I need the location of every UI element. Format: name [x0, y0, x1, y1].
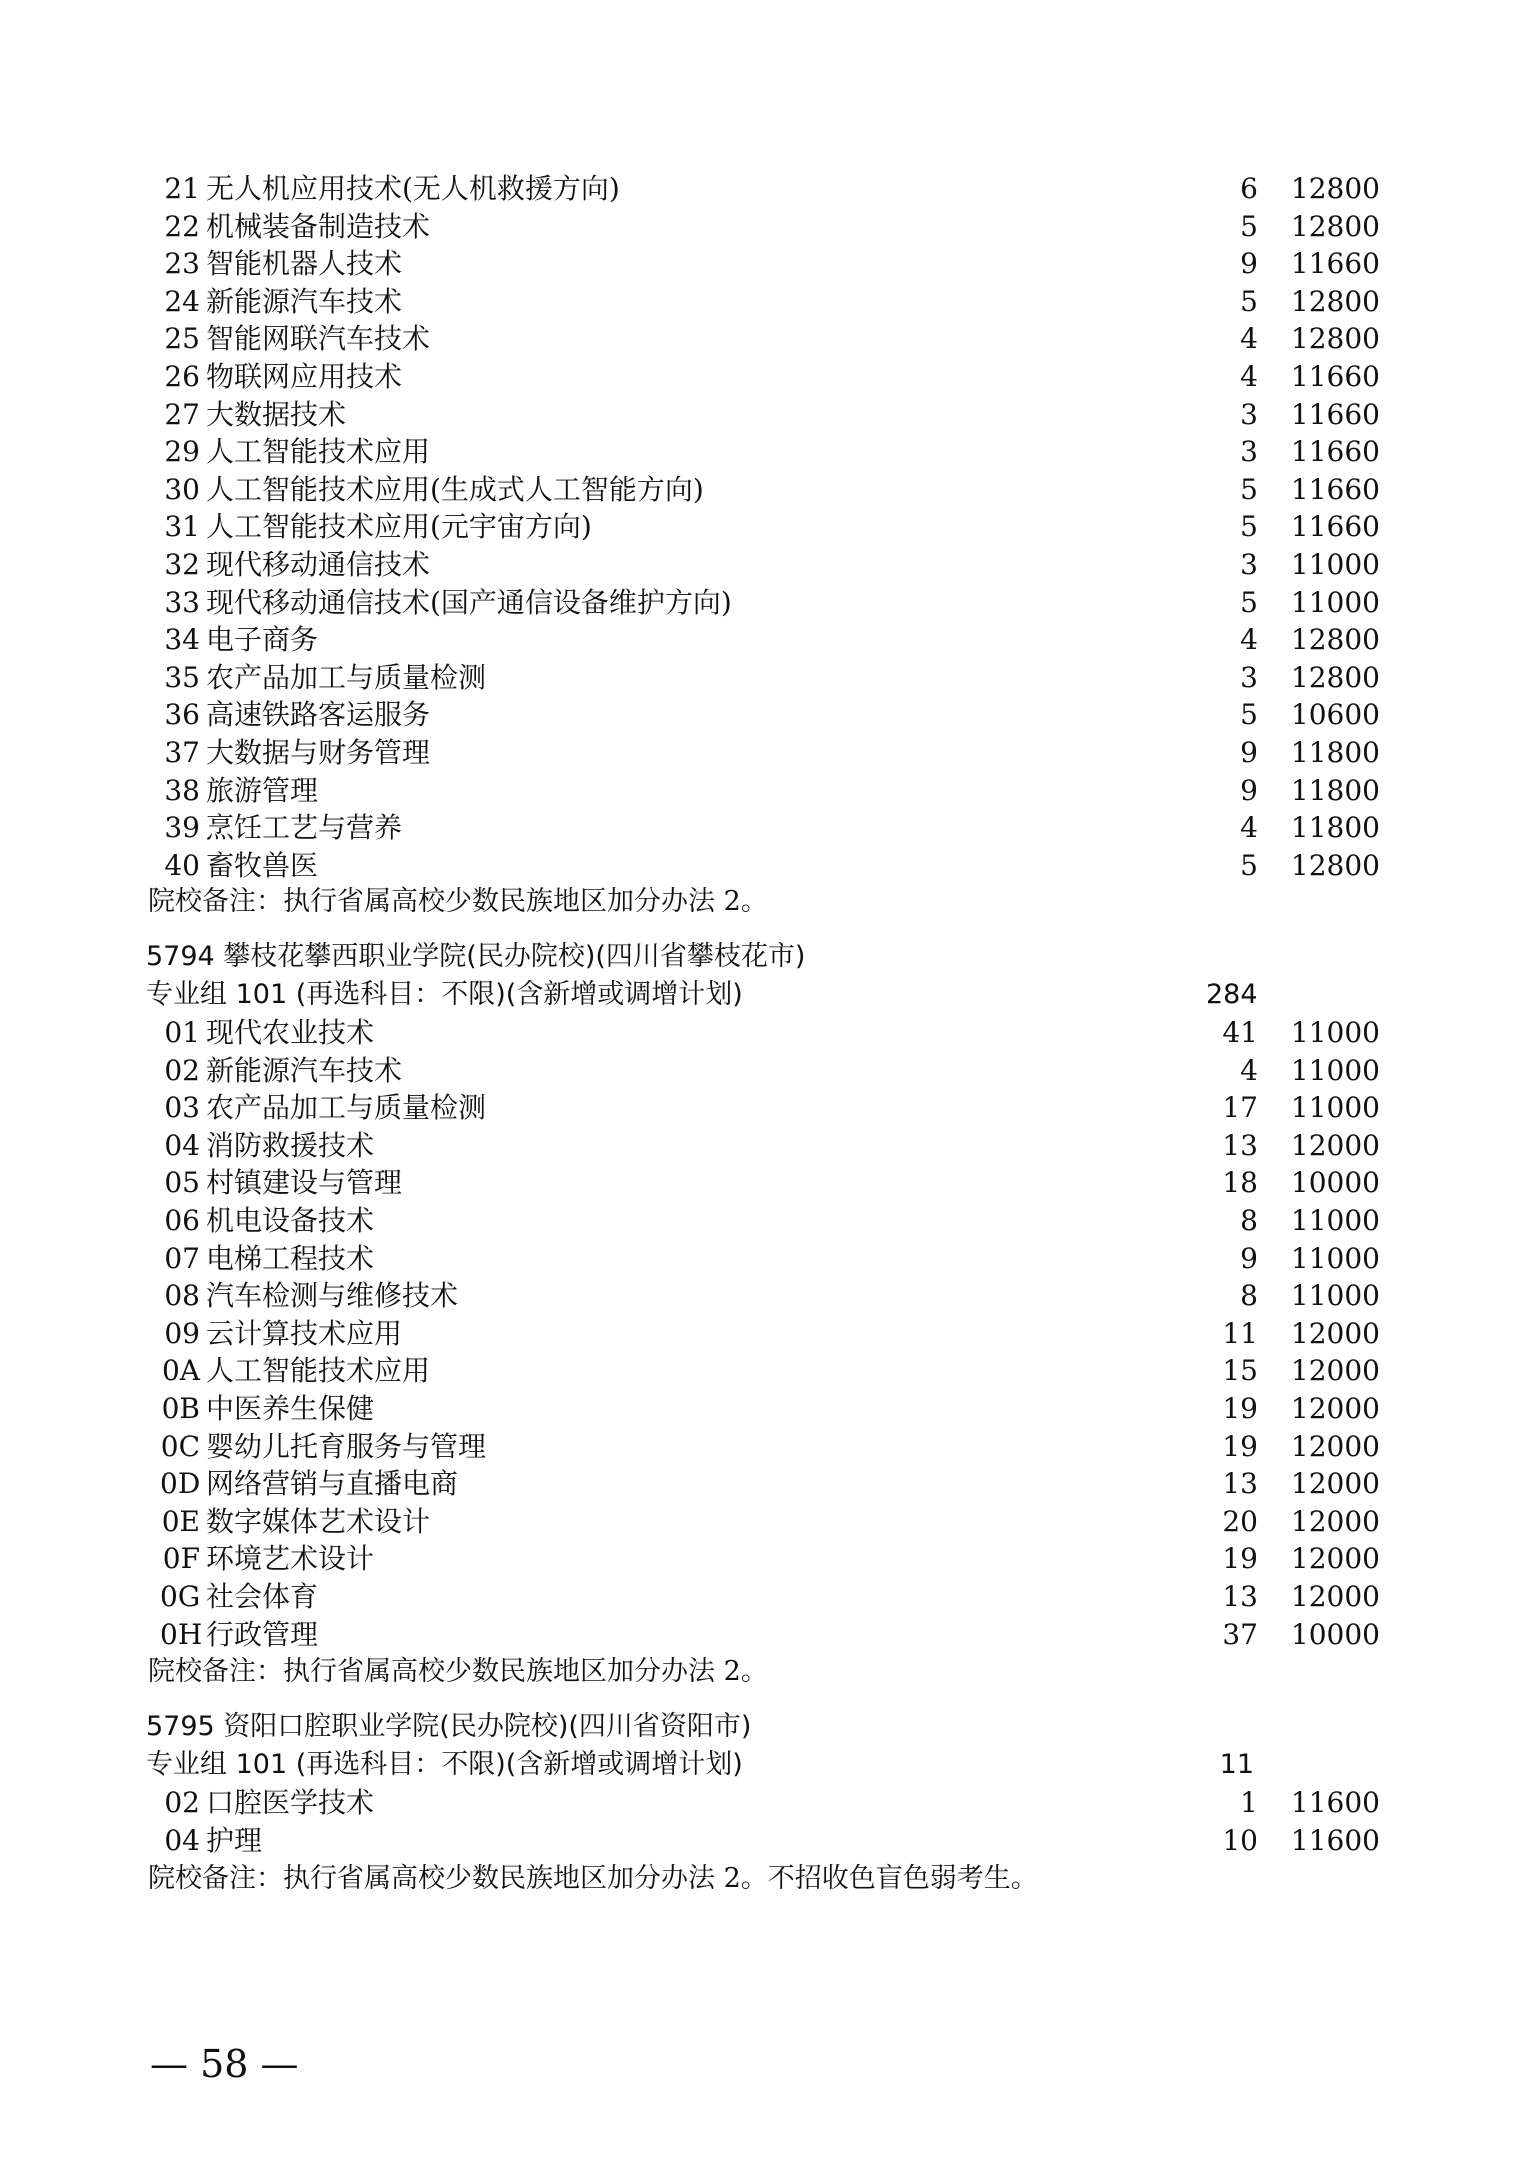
table-row	[0, 809, 1517, 847]
tuition-fee: 11660	[1290, 472, 1380, 506]
table-row	[0, 1428, 1517, 1466]
tuition-fee: 11660	[1290, 360, 1380, 393]
plan-count: 4	[1240, 360, 1258, 393]
table-row	[0, 283, 1517, 321]
table-row	[0, 1465, 1517, 1503]
plan-count: 19	[1222, 1392, 1258, 1425]
major-code: 40	[164, 848, 200, 882]
table-row	[0, 1277, 1517, 1315]
plan-count: 4	[1240, 623, 1258, 657]
major-name: 人工智能技术应用	[206, 1354, 431, 1388]
tuition-fee: 11660	[1290, 397, 1380, 431]
tuition-fee: 12800	[1290, 322, 1380, 356]
table-row	[0, 1052, 1517, 1090]
major-name: 畜牧兽医	[206, 848, 319, 882]
group-count: 284	[1206, 979, 1258, 1010]
table-row	[0, 1503, 1517, 1541]
plan-count: 19	[1222, 1429, 1258, 1463]
school-note: 院校备注：执行省属高校少数民族地区加分办法 2。	[148, 1656, 768, 1687]
major-name: 行政管理	[206, 1617, 319, 1651]
table-row	[0, 358, 1517, 396]
tuition-fee: 10600	[1290, 698, 1380, 732]
major-name: 无人机应用技术(无人机救援方向)	[206, 172, 620, 205]
table-row	[0, 1822, 1517, 1860]
major-name: 人工智能技术应用	[206, 435, 431, 469]
major-name: 电子商务	[206, 623, 319, 657]
major-name: 汽车检测与维修技术	[206, 1279, 459, 1313]
tuition-fee: 12000	[1290, 1542, 1380, 1576]
tuition-fee: 11800	[1290, 811, 1380, 845]
major-name: 农产品加工与质量检测	[206, 1091, 487, 1125]
school-title: 5794 攀枝花攀西职业学院(民办院校)(四川省攀枝花市)	[146, 941, 806, 972]
plan-count: 3	[1240, 435, 1258, 469]
table-row	[0, 508, 1517, 546]
major-code: 0D	[160, 1467, 201, 1501]
tuition-fee: 12000	[1290, 1392, 1380, 1425]
table-row	[0, 696, 1517, 734]
table-row	[0, 1616, 1517, 1654]
major-name: 旅游管理	[206, 773, 319, 807]
major-name: 护理	[206, 1823, 263, 1857]
major-name: 大数据技术	[206, 397, 347, 431]
plan-count: 9	[1240, 773, 1258, 807]
major-name: 婴幼儿托育服务与管理	[206, 1429, 487, 1463]
major-code: 0G	[160, 1580, 201, 1613]
tuition-fee: 12000	[1290, 1429, 1380, 1463]
major-name: 烹饪工艺与营养	[206, 811, 403, 845]
group-count: 11	[1219, 1749, 1254, 1780]
table-row	[0, 320, 1517, 358]
major-code: 25	[164, 322, 200, 356]
table-row	[0, 1014, 1517, 1052]
major-name: 物联网应用技术	[206, 360, 403, 393]
plan-count: 41	[1222, 1016, 1258, 1049]
table-row	[0, 208, 1517, 246]
major-code: 08	[164, 1279, 200, 1313]
major-code: 01	[164, 1016, 200, 1049]
table-row	[0, 584, 1517, 622]
tuition-fee: 12000	[1290, 1504, 1380, 1538]
tuition-fee: 11660	[1290, 435, 1380, 469]
major-name: 现代移动通信技术	[206, 548, 431, 581]
tuition-fee: 12800	[1290, 172, 1380, 205]
tuition-fee: 12800	[1290, 284, 1380, 318]
major-code: 34	[164, 623, 200, 657]
table-row	[0, 621, 1517, 659]
major-code: 0B	[161, 1392, 200, 1425]
tuition-fee: 11000	[1290, 585, 1380, 619]
major-name: 新能源汽车技术	[206, 1053, 403, 1087]
major-code: 32	[164, 548, 200, 581]
school-note: 院校备注：执行省属高校少数民族地区加分办法 2。不招收色盲色弱考生。	[148, 1863, 1038, 1894]
major-name: 现代农业技术	[206, 1016, 375, 1049]
school-header-5794	[0, 938, 1517, 976]
major-code: 37	[164, 736, 200, 769]
major-name: 现代移动通信技术(国产通信设备维护方向)	[206, 585, 732, 619]
plan-count: 3	[1240, 397, 1258, 431]
table-row	[0, 734, 1517, 772]
plan-count: 4	[1240, 322, 1258, 356]
plan-count: 8	[1240, 1204, 1258, 1237]
major-code: 02	[164, 1053, 200, 1087]
major-code: 24	[164, 284, 200, 318]
major-code: 03	[164, 1091, 200, 1125]
tuition-fee: 11000	[1290, 1091, 1380, 1125]
tuition-fee: 11000	[1290, 1241, 1380, 1275]
tuition-fee: 11800	[1290, 773, 1380, 807]
tuition-fee: 11800	[1290, 736, 1380, 769]
major-code: 07	[164, 1241, 200, 1275]
plan-count: 20	[1222, 1504, 1258, 1538]
major-code: 04	[164, 1128, 200, 1162]
plan-count: 4	[1240, 1053, 1258, 1087]
table-row	[0, 471, 1517, 509]
major-code: 06	[164, 1204, 200, 1237]
major-name: 大数据与财务管理	[206, 736, 431, 769]
major-code: 35	[164, 660, 200, 694]
page-number: — 58 —	[150, 2042, 299, 2086]
plan-count: 3	[1240, 660, 1258, 694]
major-code: 38	[164, 773, 200, 807]
plan-count: 18	[1222, 1166, 1258, 1200]
tuition-fee: 12000	[1290, 1467, 1380, 1501]
group-title: 专业组 101 (再选科目：不限)(含新增或调增计划)	[146, 1749, 743, 1780]
major-name: 智能机器人技术	[206, 247, 403, 281]
plan-count: 9	[1240, 247, 1258, 281]
table-row	[0, 546, 1517, 584]
table-row	[0, 396, 1517, 434]
major-code: 0F	[162, 1542, 200, 1576]
tuition-fee: 11660	[1290, 247, 1380, 281]
plan-count: 9	[1240, 1241, 1258, 1275]
major-name: 农产品加工与质量检测	[206, 660, 487, 694]
plan-count: 5	[1240, 209, 1258, 243]
tuition-fee: 11000	[1290, 1016, 1380, 1049]
group-header-5794	[0, 976, 1517, 1014]
major-name: 消防救援技术	[206, 1128, 375, 1162]
table-row	[0, 245, 1517, 283]
table-row	[0, 1089, 1517, 1127]
plan-count: 5	[1240, 698, 1258, 732]
major-name: 电梯工程技术	[206, 1241, 375, 1275]
table-row	[0, 1390, 1517, 1428]
group-title: 专业组 101 (再选科目：不限)(含新增或调增计划)	[146, 979, 743, 1010]
table-row	[0, 1240, 1517, 1278]
major-code: 0A	[161, 1354, 200, 1388]
plan-count: 10	[1222, 1823, 1258, 1857]
tuition-fee: 12800	[1290, 623, 1380, 657]
plan-count: 19	[1222, 1542, 1258, 1576]
table-row	[0, 772, 1517, 810]
major-code: 0E	[161, 1504, 200, 1538]
plan-count: 13	[1222, 1128, 1258, 1162]
tuition-fee: 12800	[1290, 209, 1380, 243]
school-5794-note-row	[0, 1653, 1517, 1691]
table-row	[0, 433, 1517, 471]
major-code: 0C	[160, 1429, 200, 1463]
school-header-5795	[0, 1708, 1517, 1746]
group-header-5795	[0, 1746, 1517, 1784]
plan-count: 5	[1240, 472, 1258, 506]
tuition-fee: 11000	[1290, 1279, 1380, 1313]
major-code: 0H	[160, 1617, 203, 1651]
plan-count: 13	[1222, 1467, 1258, 1501]
table-row	[0, 170, 1517, 208]
table-row	[0, 1315, 1517, 1353]
table-row	[0, 1127, 1517, 1165]
major-name: 新能源汽车技术	[206, 284, 403, 318]
tuition-fee: 10000	[1290, 1617, 1380, 1651]
plan-count: 13	[1222, 1580, 1258, 1613]
tuition-fee: 11000	[1290, 1053, 1380, 1087]
major-code: 23	[164, 247, 200, 281]
tuition-fee: 11660	[1290, 510, 1380, 544]
major-name: 网络营销与直播电商	[206, 1467, 459, 1501]
plan-count: 4	[1240, 811, 1258, 845]
school-note: 院校备注：执行省属高校少数民族地区加分办法 2。	[148, 886, 768, 917]
table-row	[0, 1784, 1517, 1822]
major-name: 社会体育	[206, 1580, 319, 1613]
major-code: 39	[164, 811, 200, 845]
table-row	[0, 1202, 1517, 1240]
school-5795-note-row	[0, 1860, 1517, 1898]
major-name: 云计算技术应用	[206, 1316, 403, 1350]
major-code: 29	[164, 435, 200, 469]
plan-count: 8	[1240, 1279, 1258, 1313]
plan-count: 5	[1240, 848, 1258, 882]
major-code: 21	[164, 172, 200, 205]
major-code: 02	[164, 1786, 200, 1819]
tuition-fee: 12000	[1290, 1354, 1380, 1388]
major-code: 33	[164, 585, 200, 619]
plan-count: 9	[1240, 736, 1258, 769]
tuition-fee: 12800	[1290, 848, 1380, 882]
major-name: 环境艺术设计	[206, 1542, 375, 1576]
major-name: 人工智能技术应用(元宇宙方向)	[206, 510, 592, 544]
plan-count: 1	[1240, 1786, 1258, 1819]
table-row	[0, 1578, 1517, 1616]
plan-count: 15	[1222, 1354, 1258, 1388]
tuition-fee: 11600	[1290, 1786, 1380, 1819]
major-name: 智能网联汽车技术	[206, 322, 431, 356]
tuition-fee: 12000	[1290, 1580, 1380, 1613]
tuition-fee: 11000	[1290, 548, 1380, 581]
major-name: 机械装备制造技术	[206, 209, 431, 243]
major-name: 数字媒体艺术设计	[206, 1504, 431, 1538]
tuition-fee: 12800	[1290, 660, 1380, 694]
major-name: 中医养生保健	[206, 1392, 375, 1425]
plan-count: 3	[1240, 548, 1258, 581]
tuition-fee: 10000	[1290, 1166, 1380, 1200]
major-name: 人工智能技术应用(生成式人工智能方向)	[206, 472, 704, 506]
plan-count: 6	[1240, 172, 1258, 205]
tuition-fee: 11000	[1290, 1204, 1380, 1237]
plan-count: 17	[1222, 1091, 1258, 1125]
major-code: 22	[164, 209, 200, 243]
plan-count: 5	[1240, 510, 1258, 544]
major-code: 05	[164, 1166, 200, 1200]
tuition-fee: 11600	[1290, 1823, 1380, 1857]
first-section-note-row	[0, 883, 1517, 921]
major-code: 09	[164, 1316, 200, 1350]
major-name: 村镇建设与管理	[206, 1166, 403, 1200]
plan-count: 11	[1222, 1316, 1258, 1350]
school-title: 5795 资阳口腔职业学院(民办院校)(四川省资阳市)	[146, 1711, 752, 1742]
major-code: 27	[164, 397, 200, 431]
table-row	[0, 1540, 1517, 1578]
major-code: 31	[164, 510, 200, 544]
major-code: 26	[164, 360, 200, 393]
tuition-fee: 12000	[1290, 1316, 1380, 1350]
table-row	[0, 847, 1517, 885]
tuition-fee: 12000	[1290, 1128, 1380, 1162]
major-code: 36	[164, 698, 200, 732]
table-row	[0, 1164, 1517, 1202]
table-row	[0, 1352, 1517, 1390]
major-code: 04	[164, 1823, 200, 1857]
major-name: 口腔医学技术	[206, 1786, 375, 1819]
plan-count: 5	[1240, 284, 1258, 318]
table-row	[0, 659, 1517, 697]
major-name: 高速铁路客运服务	[206, 698, 431, 732]
major-name: 机电设备技术	[206, 1204, 375, 1237]
major-code: 30	[164, 472, 200, 506]
plan-count: 37	[1222, 1617, 1258, 1651]
plan-count: 5	[1240, 585, 1258, 619]
